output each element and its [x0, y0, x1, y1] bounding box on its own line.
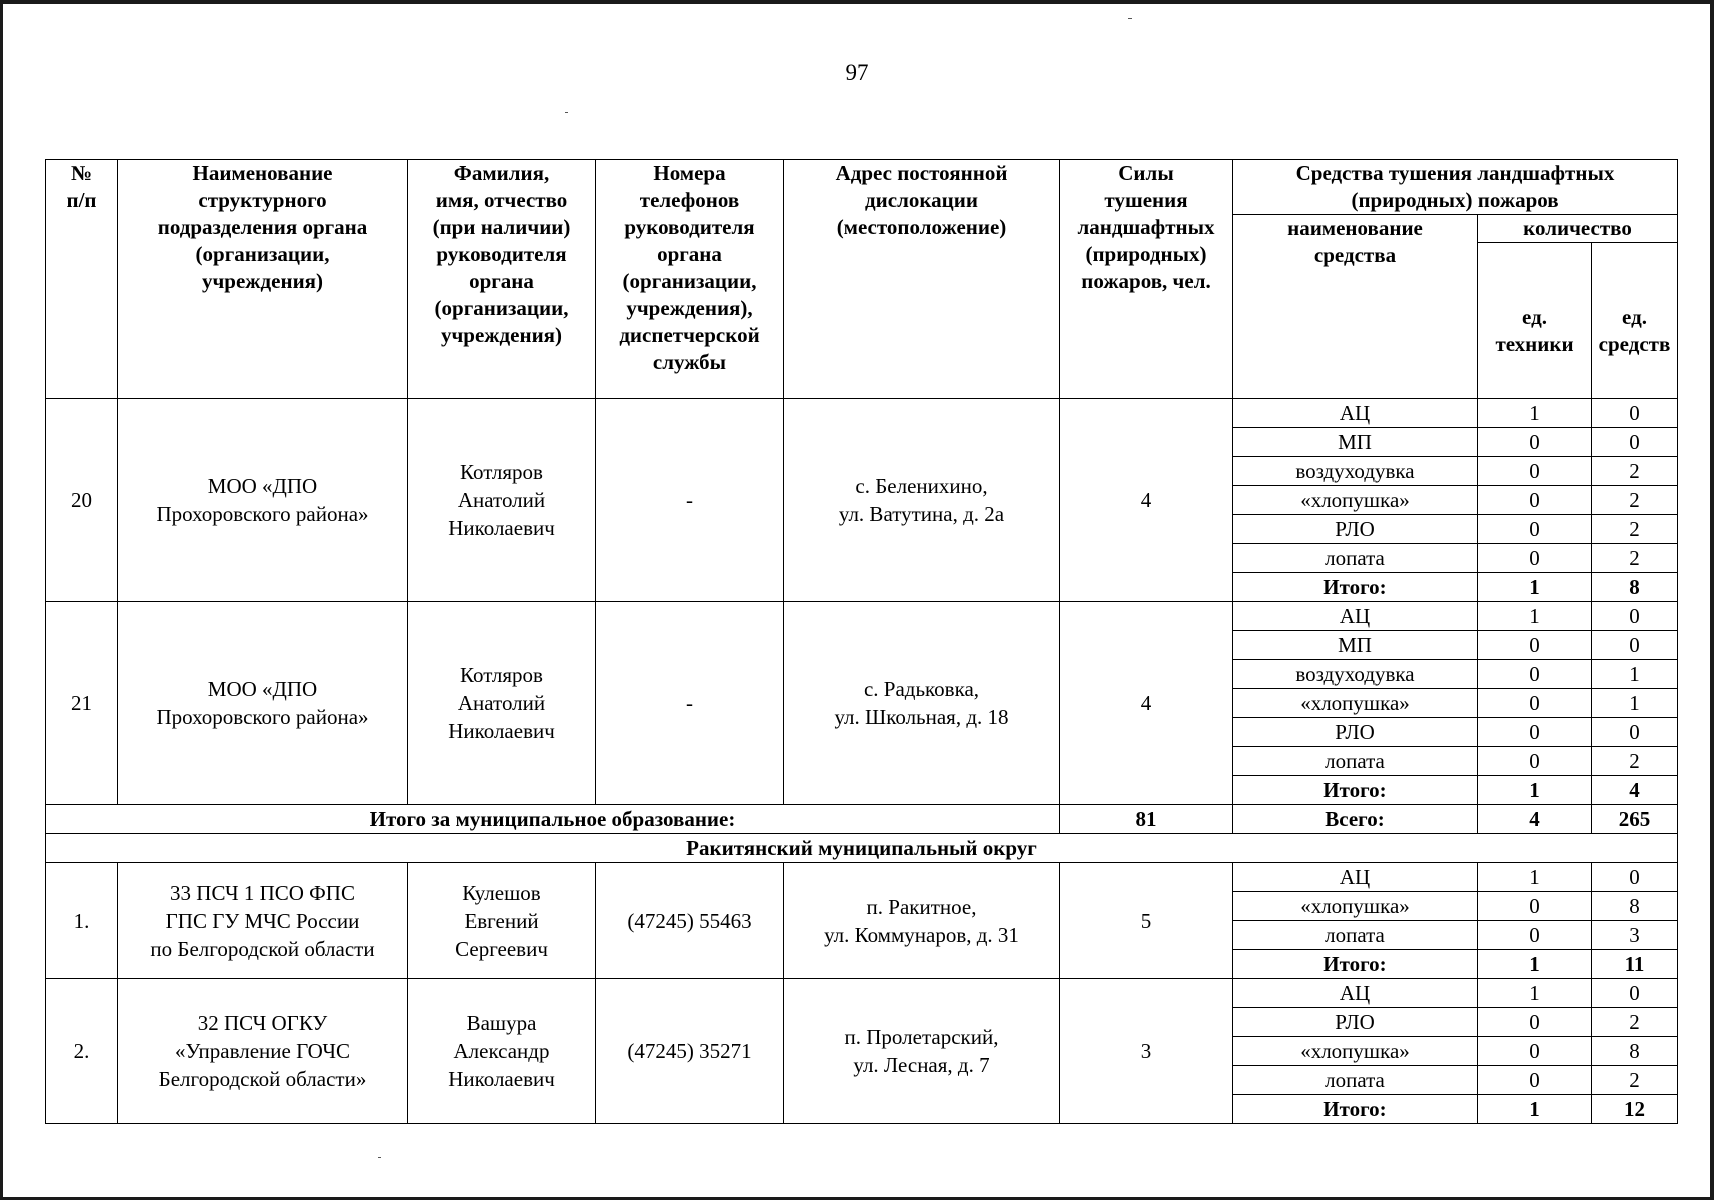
means-name: «хлопушка»	[1233, 1037, 1478, 1066]
subtotal-means: 8	[1592, 573, 1678, 602]
qty-means: 2	[1592, 457, 1678, 486]
qty-tech: 1	[1478, 602, 1592, 631]
header-row	[46, 160, 1678, 215]
header-head-name: Фамилия, имя, отчество (при наличии) руководителя органа (организации, учреждения)	[408, 160, 596, 399]
municipal-total-name: Всего:	[1233, 805, 1478, 834]
forces-count: 3	[1060, 979, 1233, 1124]
means-name: лопата	[1233, 921, 1478, 950]
qty-tech: 0	[1478, 1008, 1592, 1037]
qty-tech: 1	[1478, 979, 1592, 1008]
means-name: АЦ	[1233, 399, 1478, 428]
means-name: РЛО	[1233, 515, 1478, 544]
head-name: Кулешов Евгений Сергеевич	[408, 863, 596, 979]
phone-number: (47245) 35271	[596, 979, 784, 1124]
table-row	[46, 399, 1678, 428]
forces-count: 4	[1060, 602, 1233, 805]
row-number: 21	[46, 602, 118, 805]
header-forces: Силы тушения ландшафтных (природных) пожаров, чел.	[1060, 160, 1233, 399]
municipal-total-forces: 81	[1060, 805, 1233, 834]
qty-tech: 0	[1478, 689, 1592, 718]
qty-tech: 0	[1478, 544, 1592, 573]
subtotal-tech: 1	[1478, 1095, 1592, 1124]
qty-tech: 0	[1478, 457, 1592, 486]
municipal-total-means: 265	[1592, 805, 1678, 834]
address: п. Ракитное, ул. Коммунаров, д. 31	[784, 863, 1060, 979]
head-name: Котляров Анатолий Николаевич	[408, 399, 596, 602]
subtotal-label: Итого:	[1233, 573, 1478, 602]
fire-resources-table	[45, 159, 1678, 1124]
header-means: Средства тушения ландшафтных (природных) пожаров	[1233, 160, 1678, 215]
scan-edge-top	[0, 0, 1714, 4]
row-number: 1.	[46, 863, 118, 979]
qty-means: 2	[1592, 544, 1678, 573]
subtotal-label: Итого:	[1233, 776, 1478, 805]
qty-tech: 0	[1478, 660, 1592, 689]
qty-tech: 0	[1478, 1037, 1592, 1066]
section-title: Ракитянский муниципальный округ	[46, 834, 1678, 863]
qty-means: 1	[1592, 689, 1678, 718]
qty-means: 2	[1592, 747, 1678, 776]
qty-means: 0	[1592, 863, 1678, 892]
phone-number: -	[596, 399, 784, 602]
subtotal-means: 12	[1592, 1095, 1678, 1124]
header-phones: Номера телефонов руководителя органа (организации, учреждения), диспетчерской службы	[596, 160, 784, 399]
address: с. Радьковка, ул. Школьная, д. 18	[784, 602, 1060, 805]
qty-means: 8	[1592, 1037, 1678, 1066]
qty-tech: 0	[1478, 428, 1592, 457]
qty-tech: 0	[1478, 486, 1592, 515]
qty-tech: 0	[1478, 1066, 1592, 1095]
scan-speck	[378, 1157, 381, 1158]
qty-means: 2	[1592, 486, 1678, 515]
phone-number: (47245) 55463	[596, 863, 784, 979]
qty-means: 2	[1592, 515, 1678, 544]
scan-speck	[565, 112, 568, 113]
qty-tech: 0	[1478, 515, 1592, 544]
means-name: лопата	[1233, 1066, 1478, 1095]
page-number: 97	[845, 60, 869, 85]
subtotal-means: 11	[1592, 950, 1678, 979]
row-number: 2.	[46, 979, 118, 1124]
row-number: 20	[46, 399, 118, 602]
means-name: АЦ	[1233, 863, 1478, 892]
scan-edge-right	[1710, 0, 1714, 1200]
qty-means: 0	[1592, 428, 1678, 457]
qty-tech: 1	[1478, 863, 1592, 892]
head-name: Котляров Анатолий Николаевич	[408, 602, 596, 805]
means-name: РЛО	[1233, 718, 1478, 747]
means-name: воздуходувка	[1233, 660, 1478, 689]
header-unit-name: Наименование структурного подразделения органа (организации, учреждения)	[118, 160, 408, 399]
means-name: лопата	[1233, 544, 1478, 573]
address: п. Пролетарский, ул. Лесная, д. 7	[784, 979, 1060, 1124]
unit-name: 32 ПСЧ ОГКУ «Управление ГОЧС Белгородской области»	[118, 979, 408, 1124]
qty-tech: 0	[1478, 921, 1592, 950]
header-num: № п/п	[46, 160, 118, 399]
table-body-a	[46, 399, 1678, 805]
qty-tech: 0	[1478, 631, 1592, 660]
qty-tech: 0	[1478, 747, 1592, 776]
subtotal-label: Итого:	[1233, 1095, 1478, 1124]
unit-name: МОО «ДПО Прохоровского района»	[118, 602, 408, 805]
means-name: АЦ	[1233, 979, 1478, 1008]
phone-number: -	[596, 602, 784, 805]
subtotal-means: 4	[1592, 776, 1678, 805]
means-name: «хлопушка»	[1233, 689, 1478, 718]
qty-means: 0	[1592, 631, 1678, 660]
section-title-row	[46, 834, 1678, 863]
municipal-total-row	[46, 805, 1678, 834]
table-row	[46, 602, 1678, 631]
subtotal-tech: 1	[1478, 950, 1592, 979]
qty-means: 8	[1592, 892, 1678, 921]
header-qty-tech: ед. техники	[1478, 243, 1592, 399]
qty-means: 0	[1592, 602, 1678, 631]
qty-tech: 1	[1478, 399, 1592, 428]
means-name: МП	[1233, 428, 1478, 457]
scan-edge-left	[0, 0, 3, 1200]
header-means-name: наименование средства	[1233, 215, 1478, 399]
municipal-total-label: Итого за муниципальное образование:	[46, 805, 1060, 834]
table-row	[46, 863, 1678, 892]
subtotal-tech: 1	[1478, 573, 1592, 602]
means-name: МП	[1233, 631, 1478, 660]
qty-tech: 0	[1478, 718, 1592, 747]
means-name: РЛО	[1233, 1008, 1478, 1037]
means-name: лопата	[1233, 747, 1478, 776]
forces-count: 4	[1060, 399, 1233, 602]
head-name: Вашура Александр Николаевич	[408, 979, 596, 1124]
qty-means: 0	[1592, 399, 1678, 428]
qty-means: 1	[1592, 660, 1678, 689]
subtotal-tech: 1	[1478, 776, 1592, 805]
means-name: «хлопушка»	[1233, 892, 1478, 921]
means-name: воздуходувка	[1233, 457, 1478, 486]
means-name: «хлопушка»	[1233, 486, 1478, 515]
means-name: АЦ	[1233, 602, 1478, 631]
municipal-total-section	[46, 805, 1678, 863]
qty-tech: 0	[1478, 892, 1592, 921]
qty-means: 2	[1592, 1066, 1678, 1095]
table-row	[46, 979, 1678, 1008]
qty-means: 0	[1592, 979, 1678, 1008]
municipal-total-tech: 4	[1478, 805, 1592, 834]
forces-count: 5	[1060, 863, 1233, 979]
address: с. Беленихино, ул. Ватутина, д. 2а	[784, 399, 1060, 602]
table-body-b	[46, 863, 1678, 1124]
header-address: Адрес постоянной дислокации (местоположение)	[784, 160, 1060, 399]
unit-name: 33 ПСЧ 1 ПСО ФПС ГПС ГУ МЧС России по Белгородской области	[118, 863, 408, 979]
header-quantity: количество	[1478, 215, 1678, 243]
scan-speck	[1128, 18, 1132, 19]
unit-name: МОО «ДПО Прохоровского района»	[118, 399, 408, 602]
qty-means: 3	[1592, 921, 1678, 950]
qty-means: 0	[1592, 718, 1678, 747]
header-qty-means: ед. средств	[1592, 243, 1678, 399]
qty-means: 2	[1592, 1008, 1678, 1037]
subtotal-label: Итого:	[1233, 950, 1478, 979]
